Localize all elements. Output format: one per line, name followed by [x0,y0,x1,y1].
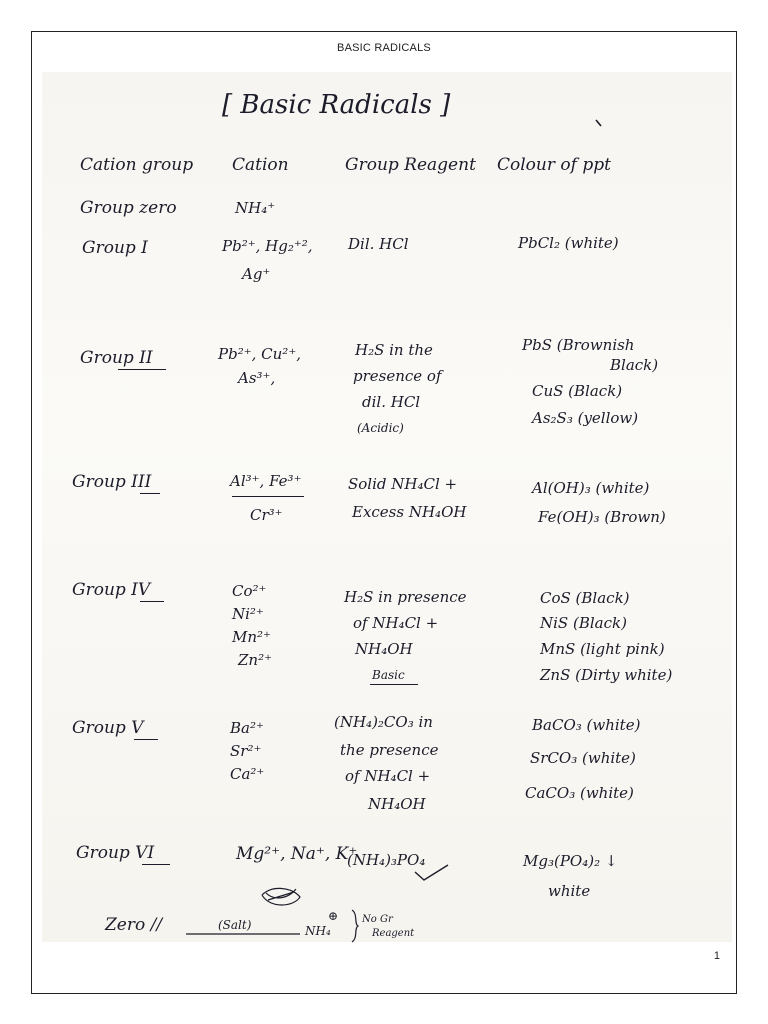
footnote-charge: ⊕ [328,909,339,923]
reagent-note: Basic [372,668,405,682]
group-label: Group II [80,348,153,368]
precipitate: Mg₃(PO₄)₂ ↓ [523,852,618,870]
page-header: BASIC RADICALS [337,42,431,54]
col-header-group-reagent: Group Reagent [345,155,476,175]
reagent: of NH₄Cl + [353,614,439,632]
doc-title: [ Basic Radicals ] [222,90,451,120]
reagent: NH₄OH [355,640,413,658]
footnote-salt: (Salt) [218,918,252,932]
precipitate: Black) [610,356,659,374]
reagent: Solid NH₄Cl + [348,475,458,493]
precipitate: white [548,882,591,900]
reagent: Excess NH₄OH [352,503,467,521]
precipitate: NiS (Black) [540,614,627,632]
cation: Ca²⁺ [230,765,265,783]
cation: Ni²⁺ [232,605,264,623]
precipitate: CuS (Black) [532,382,623,400]
cation: Co²⁺ [232,582,267,600]
cation: As³⁺, [238,369,276,387]
underline [140,493,160,494]
precipitate: CaCO₃ (white) [525,784,634,802]
cation: Pb²⁺, Cu²⁺, [218,345,301,363]
reagent: presence of [353,367,442,385]
reagent: H₂S in presence [344,588,467,606]
col-header-colour: Colour of ppt [497,155,611,175]
group-label: Group VI [76,843,155,863]
precipitate: Al(OH)₃ (white) [532,479,650,497]
cation: Al³⁺, Fe³⁺ [230,472,302,490]
reagent: of NH₄Cl + [345,767,431,785]
cation: Mg²⁺, Na⁺, K⁺ [236,844,358,864]
reagent-note: (Acidic) [357,421,404,435]
reagent: H₂S in the [355,341,433,359]
cation: Mn²⁺ [232,628,271,646]
footnote-zero: Zero // [105,915,163,935]
precipitate: PbCl₂ (white) [518,234,619,252]
group-label: Group I [82,238,148,258]
reagent: the presence [340,741,439,759]
precipitate: PbS (Brownish [522,336,635,354]
cation: Ba²⁺ [230,719,264,737]
cation: Ag⁺ [242,265,271,283]
precipitate: SrCO₃ (white) [530,749,636,767]
cation: Sr²⁺ [230,742,262,760]
underline [140,601,164,602]
underline [370,684,418,685]
group-label: Group IV [72,580,151,600]
precipitate: CoS (Black) [540,589,630,607]
cation: Pb²⁺, Hg₂⁺², [222,237,313,255]
precipitate: MnS (light pink) [540,640,665,658]
reagent: (NH₄)₃PO₄ [347,851,426,869]
col-header-cation: Cation [232,155,289,175]
cation: Cr³⁺ [250,506,283,524]
group-label: Group V [72,718,144,738]
precipitate: As₂S₃ (yellow) [532,409,639,427]
group-label: Group zero [80,198,177,218]
precipitate: ZnS (Dirty white) [540,666,673,684]
reagent: Dil. HCl [348,235,409,253]
cation: NH₄⁺ [235,199,276,217]
footnote-note-line1: No Gr [362,914,393,925]
reagent: (NH₄)₂CO₃ in [334,713,433,731]
precipitate: BaCO₃ (white) [532,716,641,734]
page-number: 1 [713,950,720,962]
footnote-ion: NH₄ [305,924,331,938]
col-header-cation-group: Cation group [80,155,194,175]
reagent: dil. HCl [362,393,421,411]
footnote-note-line2: Reagent [372,928,415,939]
underline [232,496,304,497]
underline [118,369,166,370]
underline [134,739,158,740]
reagent: NH₄OH [368,795,426,813]
cation: Zn²⁺ [238,651,273,669]
precipitate: Fe(OH)₃ (Brown) [538,508,666,526]
group-label: Group III [72,472,152,492]
underline [142,864,170,865]
